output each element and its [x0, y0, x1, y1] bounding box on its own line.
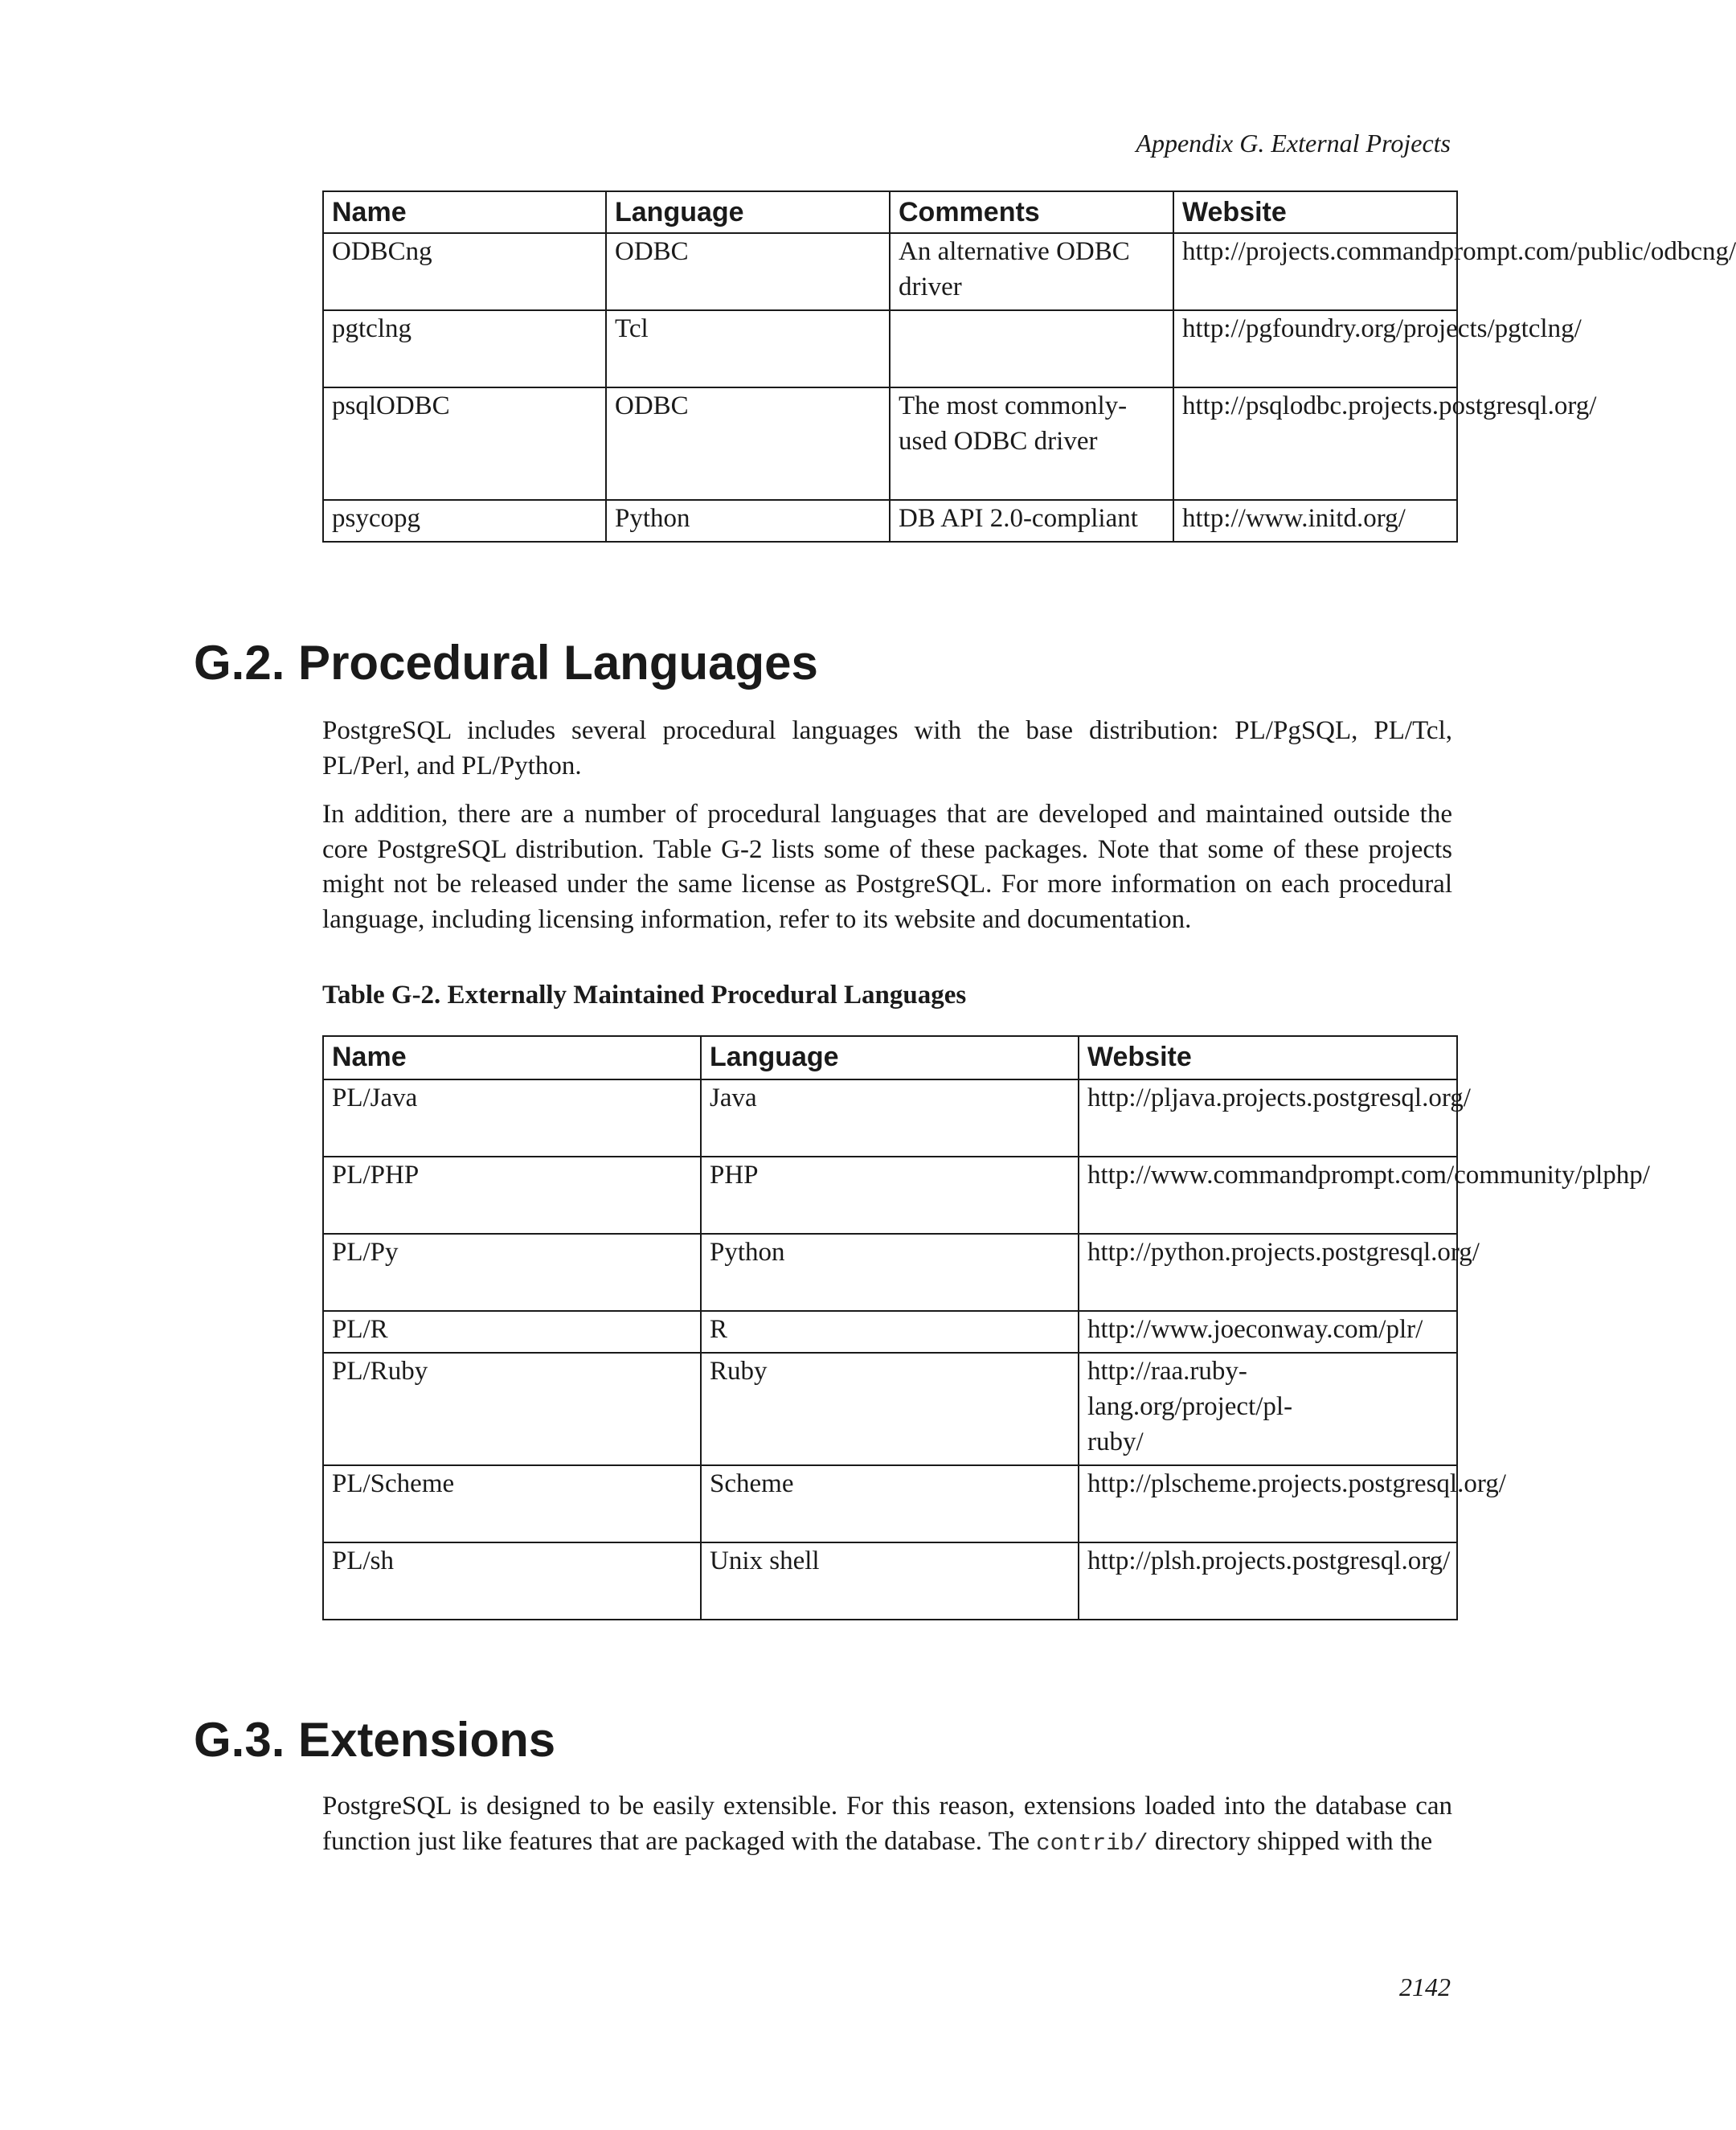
table-row: [323, 1157, 1457, 1234]
paragraph-text: directory shipped with the: [1148, 1826, 1433, 1856]
website-link[interactable]: http://raa.ruby-lang.org/project/pl-ruby/: [1087, 1357, 1293, 1456]
column-header-name: Name: [323, 191, 606, 233]
cell-website: [1173, 387, 1597, 500]
cell-website: [1079, 1465, 1506, 1542]
cell-name: PL/PHP: [323, 1157, 701, 1234]
cell-language: ODBC: [606, 233, 890, 310]
table-header-row: [323, 1036, 1457, 1079]
table-row: [323, 1353, 1457, 1465]
cell-website: [1079, 1234, 1480, 1311]
cell-language: ODBC: [606, 387, 890, 500]
cell-comments: The most commonly-used ODBC driver: [890, 387, 1173, 500]
website-link[interactable]: http://plscheme.projects.postgresql.org/: [1087, 1469, 1506, 1498]
cell-website: [1079, 1157, 1650, 1234]
cell-language: Python: [701, 1234, 1079, 1311]
website-link[interactable]: http://projects.commandprompt.com/public/odbcng/: [1182, 237, 1736, 266]
website-link[interactable]: http://pgfoundry.org/projects/pgtclng/: [1182, 314, 1582, 343]
section-heading-extensions: G.3. Extensions: [194, 1713, 556, 1767]
code-path: contrib/: [1036, 1829, 1148, 1857]
paragraph-text: PostgreSQL is designed to be easily extensible. For this reason, extensions loaded into the database can function just like features that are packaged with the database. The: [322, 1792, 1452, 1856]
website-link[interactable]: http://pljava.projects.postgresql.org/: [1087, 1083, 1471, 1112]
cell-comments: DB API 2.0-compliant: [890, 500, 1173, 542]
table-row: [323, 233, 1457, 310]
table-row: [323, 387, 1457, 500]
website-link[interactable]: http://psqlodbc.projects.postgresql.org/: [1182, 391, 1597, 420]
cell-name: PL/Java: [323, 1079, 701, 1157]
table-row: [323, 500, 1457, 542]
cell-language: R: [701, 1311, 1079, 1353]
cell-name: PL/R: [323, 1311, 701, 1353]
column-header-name: Name: [323, 1036, 701, 1079]
cell-language: Ruby: [701, 1353, 1079, 1465]
website-link[interactable]: http://python.projects.postgresql.org/: [1087, 1238, 1480, 1267]
procedural-languages-table: [322, 1035, 1650, 1620]
cell-comments: An alternative ODBC driver: [890, 233, 1173, 310]
table-row: [323, 1079, 1457, 1157]
cell-website: [1173, 233, 1736, 310]
cell-name: psycopg: [323, 500, 606, 542]
table-row: [323, 1465, 1457, 1542]
website-link[interactable]: http://plsh.projects.postgresql.org/: [1087, 1546, 1451, 1575]
cell-website: [1173, 500, 1457, 542]
cell-language: Java: [701, 1079, 1079, 1157]
cell-name: PL/Ruby: [323, 1353, 701, 1465]
table-row: [323, 1311, 1457, 1353]
cell-name: PL/sh: [323, 1542, 701, 1620]
column-header-language: Language: [701, 1036, 1079, 1079]
column-header-website: Website: [1173, 191, 1457, 233]
cell-comments: [890, 310, 1173, 387]
cell-website: [1079, 1079, 1471, 1157]
cell-language: Scheme: [701, 1465, 1079, 1542]
page-number: 2142: [1399, 1972, 1451, 2001]
table-caption: Table G-2. Externally Maintained Procedural Languages: [322, 981, 967, 1010]
section-heading-procedural-languages: G.2. Procedural Languages: [194, 636, 818, 690]
cell-language: Tcl: [606, 310, 890, 387]
cell-name: PL/Scheme: [323, 1465, 701, 1542]
paragraph: [322, 1789, 1452, 1861]
cell-language: Unix shell: [701, 1542, 1079, 1620]
cell-website: [1173, 310, 1582, 387]
website-link[interactable]: http://www.initd.org/: [1182, 504, 1406, 533]
cell-name: pgtclng: [323, 310, 606, 387]
paragraph: PostgreSQL includes several procedural languages with the base distribution: PL/PgSQL, PL/Tcl, PL/Perl, and PL/Python.: [322, 716, 1452, 780]
table-row: [323, 1542, 1457, 1620]
table-header-row: [323, 191, 1457, 233]
cell-website: [1079, 1542, 1457, 1620]
cell-name: psqlODBC: [323, 387, 606, 500]
column-header-website: Website: [1079, 1036, 1457, 1079]
paragraph: In addition, there are a number of procedural languages that are developed and maintained outside the core PostgreSQL distribution. Table G-2 lists some of these packages. Note that some of these projects might not be released under the same license as PostgreSQL. For more information on each procedural language, including licensing information, refer to its website and documentation.: [322, 800, 1452, 934]
cell-language: PHP: [701, 1157, 1079, 1234]
column-header-language: Language: [606, 191, 890, 233]
cell-language: Python: [606, 500, 890, 542]
table-row: [323, 310, 1457, 387]
running-header: Appendix G. External Projects: [1136, 129, 1451, 158]
cell-website: [1079, 1353, 1457, 1465]
website-link[interactable]: http://www.commandprompt.com/community/plphp/: [1087, 1161, 1650, 1190]
website-link[interactable]: http://www.joeconway.com/plr/: [1087, 1315, 1423, 1344]
cell-website: [1079, 1311, 1457, 1353]
interfaces-table: [322, 190, 1736, 543]
cell-name: PL/Py: [323, 1234, 701, 1311]
column-header-comments: Comments: [890, 191, 1173, 233]
cell-name: ODBCng: [323, 233, 606, 310]
table-row: [323, 1234, 1457, 1311]
